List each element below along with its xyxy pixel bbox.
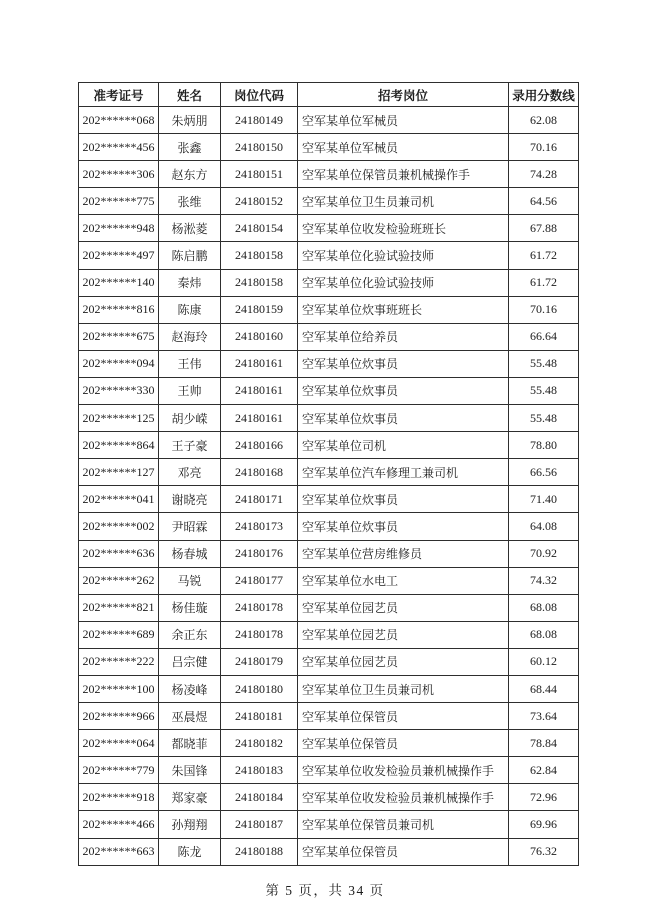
position-code-cell: 24180182 xyxy=(221,730,298,757)
table-header-row xyxy=(79,83,579,107)
name-cell: 胡少嵘 xyxy=(159,405,221,432)
exam-number-cell: 202******100 xyxy=(79,675,159,702)
exam-number-cell: 202******816 xyxy=(79,296,159,323)
table-row xyxy=(79,323,579,350)
exam-number-cell: 202******497 xyxy=(79,242,159,269)
position-title-cell: 空军某单位收发检验员兼机械操作手 xyxy=(298,757,509,784)
score-cell: 76.32 xyxy=(509,838,579,865)
exam-number-cell: 202******918 xyxy=(79,784,159,811)
position-title-cell: 空军某单位保管员兼司机 xyxy=(298,811,509,838)
score-cell: 78.84 xyxy=(509,730,579,757)
name-cell: 朱炳朋 xyxy=(159,107,221,134)
table-row xyxy=(79,730,579,757)
exam-number-cell: 202******864 xyxy=(79,432,159,459)
position-title-cell: 空军某单位卫生员兼司机 xyxy=(298,675,509,702)
position-code-cell: 24180183 xyxy=(221,757,298,784)
name-cell: 张维 xyxy=(159,188,221,215)
table-row xyxy=(79,621,579,648)
score-cell: 55.48 xyxy=(509,405,579,432)
score-cell: 60.12 xyxy=(509,648,579,675)
header-exam-number: 准考证号 xyxy=(79,83,159,107)
score-cell: 61.72 xyxy=(509,269,579,296)
position-code-cell: 24180161 xyxy=(221,405,298,432)
position-code-cell: 24180178 xyxy=(221,621,298,648)
position-title-cell: 空军某单位保管员 xyxy=(298,703,509,730)
table-row xyxy=(79,594,579,621)
position-title-cell: 空军某单位水电工 xyxy=(298,567,509,594)
score-cell: 68.44 xyxy=(509,675,579,702)
position-code-cell: 24180173 xyxy=(221,513,298,540)
score-cell: 74.32 xyxy=(509,567,579,594)
position-code-cell: 24180150 xyxy=(221,134,298,161)
table-row xyxy=(79,648,579,675)
position-title-cell: 空军某单位化验试验技师 xyxy=(298,269,509,296)
name-cell: 陈龙 xyxy=(159,838,221,865)
position-code-cell: 24180180 xyxy=(221,675,298,702)
header-position-code: 岗位代码 xyxy=(221,83,298,107)
position-title-cell: 空军某单位汽车修理工兼司机 xyxy=(298,459,509,486)
exam-number-cell: 202******041 xyxy=(79,486,159,513)
name-cell: 尹昭霖 xyxy=(159,513,221,540)
score-cell: 61.72 xyxy=(509,242,579,269)
position-code-cell: 24180149 xyxy=(221,107,298,134)
table-row xyxy=(79,134,579,161)
name-cell: 王子豪 xyxy=(159,432,221,459)
position-code-cell: 24180159 xyxy=(221,296,298,323)
position-code-cell: 24180176 xyxy=(221,540,298,567)
position-code-cell: 24180154 xyxy=(221,215,298,242)
name-cell: 邓亮 xyxy=(159,459,221,486)
position-title-cell: 空军某单位军械员 xyxy=(298,134,509,161)
name-cell: 朱国锋 xyxy=(159,757,221,784)
score-cell: 64.08 xyxy=(509,513,579,540)
name-cell: 孙翔翔 xyxy=(159,811,221,838)
page-indicator: 第 5 页，共 34 页 xyxy=(265,883,385,898)
position-title-cell: 空军某单位园艺员 xyxy=(298,594,509,621)
position-title-cell: 空军某单位炊事班班长 xyxy=(298,296,509,323)
exam-number-cell: 202******064 xyxy=(79,730,159,757)
position-code-cell: 24180178 xyxy=(221,594,298,621)
header-name: 姓名 xyxy=(159,83,221,107)
score-cell: 73.64 xyxy=(509,703,579,730)
position-code-cell: 24180177 xyxy=(221,567,298,594)
exam-number-cell: 202******456 xyxy=(79,134,159,161)
exam-number-cell: 202******689 xyxy=(79,621,159,648)
score-cell: 62.84 xyxy=(509,757,579,784)
table-row xyxy=(79,432,579,459)
table-row xyxy=(79,296,579,323)
table-row xyxy=(79,107,579,134)
table-row xyxy=(79,540,579,567)
name-cell: 郑家豪 xyxy=(159,784,221,811)
position-title-cell: 空军某单位炊事员 xyxy=(298,405,509,432)
exam-number-cell: 202******779 xyxy=(79,757,159,784)
score-cell: 72.96 xyxy=(509,784,579,811)
position-code-cell: 24180171 xyxy=(221,486,298,513)
table-row xyxy=(79,513,579,540)
name-cell: 杨春城 xyxy=(159,540,221,567)
recruitment-score-table xyxy=(78,82,579,866)
table-row xyxy=(79,486,579,513)
position-code-cell: 24180168 xyxy=(221,459,298,486)
position-code-cell: 24180181 xyxy=(221,703,298,730)
score-cell: 55.48 xyxy=(509,377,579,404)
exam-number-cell: 202******094 xyxy=(79,350,159,377)
exam-number-cell: 202******068 xyxy=(79,107,159,134)
exam-number-cell: 202******775 xyxy=(79,188,159,215)
name-cell: 杨凌峰 xyxy=(159,675,221,702)
exam-number-cell: 202******966 xyxy=(79,703,159,730)
position-code-cell: 24180161 xyxy=(221,377,298,404)
exam-number-cell: 202******127 xyxy=(79,459,159,486)
position-code-cell: 24180187 xyxy=(221,811,298,838)
score-cell: 70.92 xyxy=(509,540,579,567)
exam-number-cell: 202******002 xyxy=(79,513,159,540)
table-row xyxy=(79,350,579,377)
score-cell: 66.56 xyxy=(509,459,579,486)
score-cell: 55.48 xyxy=(509,350,579,377)
position-code-cell: 24180158 xyxy=(221,269,298,296)
exam-number-cell: 202******306 xyxy=(79,161,159,188)
position-title-cell: 空军某单位营房维修员 xyxy=(298,540,509,567)
position-title-cell: 空军某单位收发检验班班长 xyxy=(298,215,509,242)
position-code-cell: 24180158 xyxy=(221,242,298,269)
position-title-cell: 空军某单位卫生员兼司机 xyxy=(298,188,509,215)
name-cell: 秦炜 xyxy=(159,269,221,296)
score-cell: 74.28 xyxy=(509,161,579,188)
table-row xyxy=(79,405,579,432)
name-cell: 赵海玲 xyxy=(159,323,221,350)
table-row xyxy=(79,215,579,242)
position-code-cell: 24180152 xyxy=(221,188,298,215)
position-title-cell: 空军某单位园艺员 xyxy=(298,621,509,648)
position-title-cell: 空军某单位收发检验员兼机械操作手 xyxy=(298,784,509,811)
position-code-cell: 24180160 xyxy=(221,323,298,350)
position-code-cell: 24180151 xyxy=(221,161,298,188)
table-row xyxy=(79,567,579,594)
position-title-cell: 空军某单位炊事员 xyxy=(298,350,509,377)
score-cell: 69.96 xyxy=(509,811,579,838)
position-title-cell: 空军某单位炊事员 xyxy=(298,377,509,404)
score-cell: 70.16 xyxy=(509,296,579,323)
position-title-cell: 空军某单位军械员 xyxy=(298,107,509,134)
name-cell: 吕宗健 xyxy=(159,648,221,675)
exam-number-cell: 202******222 xyxy=(79,648,159,675)
name-cell: 杨淞菱 xyxy=(159,215,221,242)
score-cell: 78.80 xyxy=(509,432,579,459)
name-cell: 谢晓亮 xyxy=(159,486,221,513)
score-cell: 70.16 xyxy=(509,134,579,161)
table-row xyxy=(79,703,579,730)
name-cell: 赵东方 xyxy=(159,161,221,188)
exam-number-cell: 202******262 xyxy=(79,567,159,594)
exam-number-cell: 202******675 xyxy=(79,323,159,350)
exam-number-cell: 202******663 xyxy=(79,838,159,865)
position-title-cell: 空军某单位司机 xyxy=(298,432,509,459)
score-cell: 68.08 xyxy=(509,594,579,621)
exam-number-cell: 202******140 xyxy=(79,269,159,296)
exam-number-cell: 202******330 xyxy=(79,377,159,404)
name-cell: 巫晨煜 xyxy=(159,703,221,730)
score-cell: 66.64 xyxy=(509,323,579,350)
header-position-title: 招考岗位 xyxy=(298,83,509,107)
table-row xyxy=(79,675,579,702)
name-cell: 杨佳璇 xyxy=(159,594,221,621)
position-code-cell: 24180179 xyxy=(221,648,298,675)
position-code-cell: 24180166 xyxy=(221,432,298,459)
name-cell: 王伟 xyxy=(159,350,221,377)
position-title-cell: 空军某单位保管员 xyxy=(298,730,509,757)
position-code-cell: 24180184 xyxy=(221,784,298,811)
position-title-cell: 空军某单位化验试验技师 xyxy=(298,242,509,269)
exam-number-cell: 202******948 xyxy=(79,215,159,242)
table-row xyxy=(79,757,579,784)
table-row xyxy=(79,269,579,296)
table-row xyxy=(79,459,579,486)
position-title-cell: 空军某单位炊事员 xyxy=(298,513,509,540)
table-row xyxy=(79,188,579,215)
score-cell: 67.88 xyxy=(509,215,579,242)
score-cell: 68.08 xyxy=(509,621,579,648)
exam-number-cell: 202******636 xyxy=(79,540,159,567)
table-row xyxy=(79,377,579,404)
position-title-cell: 空军某单位园艺员 xyxy=(298,648,509,675)
position-title-cell: 空军某单位炊事员 xyxy=(298,486,509,513)
table-row xyxy=(79,784,579,811)
name-cell: 余正东 xyxy=(159,621,221,648)
table-body xyxy=(79,107,579,866)
name-cell: 都晓菲 xyxy=(159,730,221,757)
exam-number-cell: 202******466 xyxy=(79,811,159,838)
table-row xyxy=(79,811,579,838)
position-title-cell: 空军某单位给养员 xyxy=(298,323,509,350)
score-cell: 71.40 xyxy=(509,486,579,513)
table-row xyxy=(79,161,579,188)
position-code-cell: 24180161 xyxy=(221,350,298,377)
name-cell: 马锐 xyxy=(159,567,221,594)
exam-number-cell: 202******821 xyxy=(79,594,159,621)
table-row xyxy=(79,242,579,269)
name-cell: 王帅 xyxy=(159,377,221,404)
score-cell: 64.56 xyxy=(509,188,579,215)
score-cell: 62.08 xyxy=(509,107,579,134)
header-score-line: 录用分数线 xyxy=(509,83,579,107)
name-cell: 陈启鹏 xyxy=(159,242,221,269)
name-cell: 张鑫 xyxy=(159,134,221,161)
position-code-cell: 24180188 xyxy=(221,838,298,865)
exam-number-cell: 202******125 xyxy=(79,405,159,432)
position-title-cell: 空军某单位保管员兼机械操作手 xyxy=(298,161,509,188)
name-cell: 陈康 xyxy=(159,296,221,323)
position-title-cell: 空军某单位保管员 xyxy=(298,838,509,865)
table-row xyxy=(79,838,579,865)
